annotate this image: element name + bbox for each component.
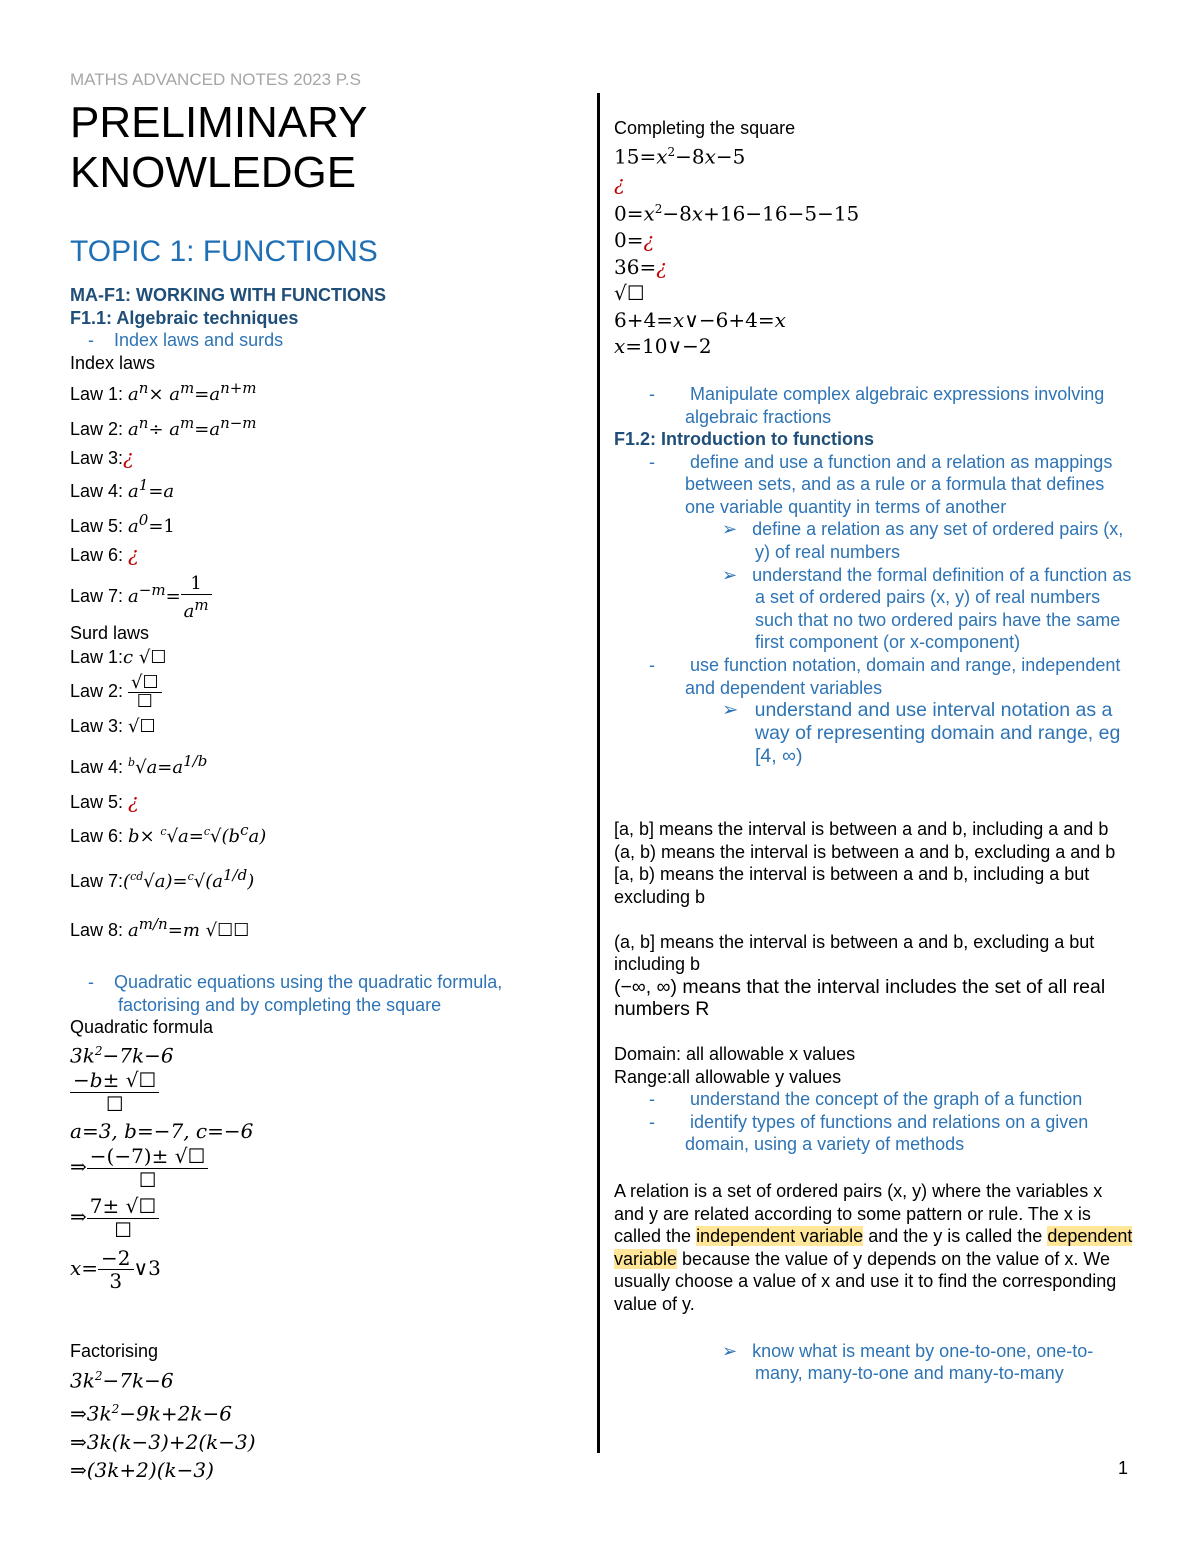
surd-law-5: Law 5: ¿ [70, 789, 139, 814]
factor-step-1: $3k^2-7k-6$ [70, 1368, 174, 1393]
factor-step-2: $\Rightarrow 3k^2-9k+2k-6$ [70, 1401, 232, 1426]
page-number: 1 [1118, 1458, 1129, 1478]
factor-step-3: ⇒3k(k−3)+2(k−3) [70, 1429, 256, 1454]
all-reals-text: (−∞, ∞) means that the interval includes the set of all real numbers R [614, 975, 1106, 1021]
dash-bullet: - [88, 972, 114, 993]
open-interval-text: (a, b) means the interval is between a and b, excluding a and b [614, 841, 1116, 862]
quad-formula-general: $\frac{-b\pm √☐}{☐}$ [70, 1069, 570, 1115]
cts-step-7: 6+4=x∨−6+4=x [614, 307, 786, 332]
index-law-4: Law 4: $a^1=a$ [70, 476, 175, 503]
title-line-2: KNOWLEDGE [70, 148, 357, 197]
page-title [70, 98, 368, 198]
dash-bullet: - [88, 330, 114, 351]
independent-variable-highlight: independent variable [696, 1226, 864, 1247]
domain-definition: Domain: all allowable x values [614, 1043, 856, 1064]
surd-law-4: Law 4: $^b√a=a^{1/b}$ [70, 752, 208, 779]
surd-laws-heading: Surd laws [70, 622, 150, 643]
spacer [614, 1021, 1134, 1043]
surd-law-3: Law 3: √☐ [70, 716, 156, 738]
surd-law-2: Law 2: $\frac{√☐}{☐}$ [70, 671, 570, 711]
bullet-graph: - understand the concept of the graph of a function [649, 1089, 1083, 1110]
cts-step-5: 36=¿ [614, 254, 667, 279]
dash-bullet: - [649, 655, 691, 676]
spacer [614, 1156, 1134, 1180]
left-column [70, 232, 570, 1484]
cts-step-3: $0=x^2-8x+16-16-5-15$ [614, 201, 860, 226]
sub-bullet-one-to-one: ➢ know what is meant by one-to-one, one-to-many, many-to-one and many-to-many [722, 1340, 1094, 1384]
dash-bullet: - [649, 451, 691, 472]
index-law-7: Law 7: $a^{-m}=$ $\frac{1}{a^m}$ [70, 568, 570, 621]
bullet-notation: - use function notation, domain and range, independent and dependent variables [649, 655, 1121, 698]
index-law-1: Law 1: $a^n\times a^m=a^{n+m}$ [70, 379, 257, 406]
topic-heading: TOPIC 1: FUNCTIONS [70, 235, 378, 268]
closed-interval-text: [a, b] means the interval is between a and b, including a and b [614, 819, 1109, 840]
sub-bullet-formal: ➢ understand the formal definition of a function as a set of ordered pairs (x, y) of real numbers such that no two ordered pairs have the same first component (or x-component) [722, 564, 1132, 653]
dash-bullet: - [649, 1111, 691, 1132]
half-open-right-text: [a, b) means the interval is between a and b, including a but excluding b [614, 864, 1090, 907]
right-column [614, 117, 1134, 1385]
subsection-heading: F1.1: Algebraic techniques [70, 307, 299, 328]
index-law-3: Law 3:¿ [70, 445, 134, 470]
quad-solution: x= $\frac{-2}{3}$ ∨3 [70, 1245, 161, 1293]
quadratic-formula-heading: Quadratic formula [70, 1017, 214, 1038]
surd-law-6: Law 6: $b\times ^c√a=^c√(b^ca)$ [70, 821, 267, 848]
cts-step-1: $15=x^2-8x-5$ [614, 144, 746, 169]
bullet-identify: - identify types of functions and relations on a given domain, using a variety of methods [649, 1111, 1089, 1155]
spacer [70, 1292, 570, 1340]
subsection-heading-f12: F1.2: Introduction to functions [614, 429, 874, 450]
title-line-1: PRELIMINARY [70, 98, 368, 147]
half-open-left-text: (a, b] means the interval is between a and b, excluding a but including b [614, 931, 1095, 975]
bullet-define: - define and use a function and a relation as mappings between sets, and as a rule or a formula that defines one variable quantity in terms of another [649, 451, 1113, 517]
arrow-bullet-icon: ➢ [722, 564, 753, 585]
factor-step-4: ⇒(3k+2)(k−3) [70, 1457, 214, 1482]
spacer [614, 768, 1134, 818]
index-laws-heading: Index laws [70, 352, 156, 373]
cts-step-2: ¿ [614, 170, 625, 195]
arrow-bullet-icon: ➢ [722, 699, 755, 722]
spacer [614, 361, 1134, 383]
cts-step-4: 0=¿ [614, 228, 655, 253]
cts-step-6: √☐ [614, 281, 645, 306]
surd-law-7: Law $7:(^{cd}√a)=^c√(a^{1/d})$ [70, 866, 255, 893]
quad-substitution-1: ⇒ $\frac{-(-7)\pm √☐}{☐}$ [70, 1145, 570, 1191]
range-definition: Range:all allowable y values [614, 1066, 842, 1087]
factorising-heading: Factorising [70, 1340, 159, 1361]
arrow-bullet-icon: ➢ [722, 1340, 753, 1361]
column-divider [597, 93, 600, 1453]
spacer [614, 1316, 1134, 1340]
sub-bullet-relation: ➢ define a relation as any set of ordered pairs (x, y) of real numbers [722, 519, 1124, 563]
index-law-5: Law 5: $a^0=1$ [70, 511, 175, 538]
completing-square-heading: Completing the square [614, 118, 796, 138]
arrow-bullet-icon: ➢ [722, 519, 753, 540]
surd-law-1: Law 1:c √☐ [70, 647, 167, 669]
relation-paragraph: A relation is a set of ordered pairs (x, y) where the variables x and y are related according to some pattern or rule. The x is called the independent variable and the y is called the dependent variable because the value of y depends on the value of x. We usually choose a value of x and use it to find the corresponding value of y. [614, 1180, 1133, 1314]
quad-substitution-2: ⇒ $\frac{7\pm √☐}{☐}$ [70, 1195, 570, 1241]
spacer [70, 949, 570, 971]
dependent-variable-highlight: dependent variable [614, 1226, 1133, 1269]
sub-bullet-interval: ➢ understand and use interval notation as a way of representing domain and range, eg [4, ∞) [722, 699, 1121, 768]
cts-step-8: x=10∨−2 [614, 334, 712, 359]
surd-law-8: Law 8: $a^{m/n}=m$ √☐☐ [70, 915, 250, 942]
index-law-2: Law 2: $a^n\div a^m=a^{n-m}$ [70, 414, 257, 441]
quad-expression: $3k^2-7k-6$ [70, 1043, 174, 1068]
index-law-6: Law 6: ¿ [70, 542, 139, 567]
section-heading: MA-F1: WORKING WITH FUNCTIONS [70, 285, 386, 305]
bullet-quadratic: - Quadratic equations using the quadratic formula, factorising and by completing the square [88, 972, 503, 1015]
spacer [614, 909, 1134, 931]
quad-coefficients: a=3, b=−7, c=−6 [70, 1119, 254, 1144]
bullet-manipulate: - Manipulate complex algebraic expressions involving algebraic fractions [649, 383, 1105, 427]
bullet-index-laws: - Index laws and surds [88, 330, 284, 351]
dash-bullet: - [649, 383, 691, 404]
page-header: MATHS ADVANCED NOTES 2023 P.S [70, 70, 361, 89]
dash-bullet: - [649, 1089, 691, 1110]
